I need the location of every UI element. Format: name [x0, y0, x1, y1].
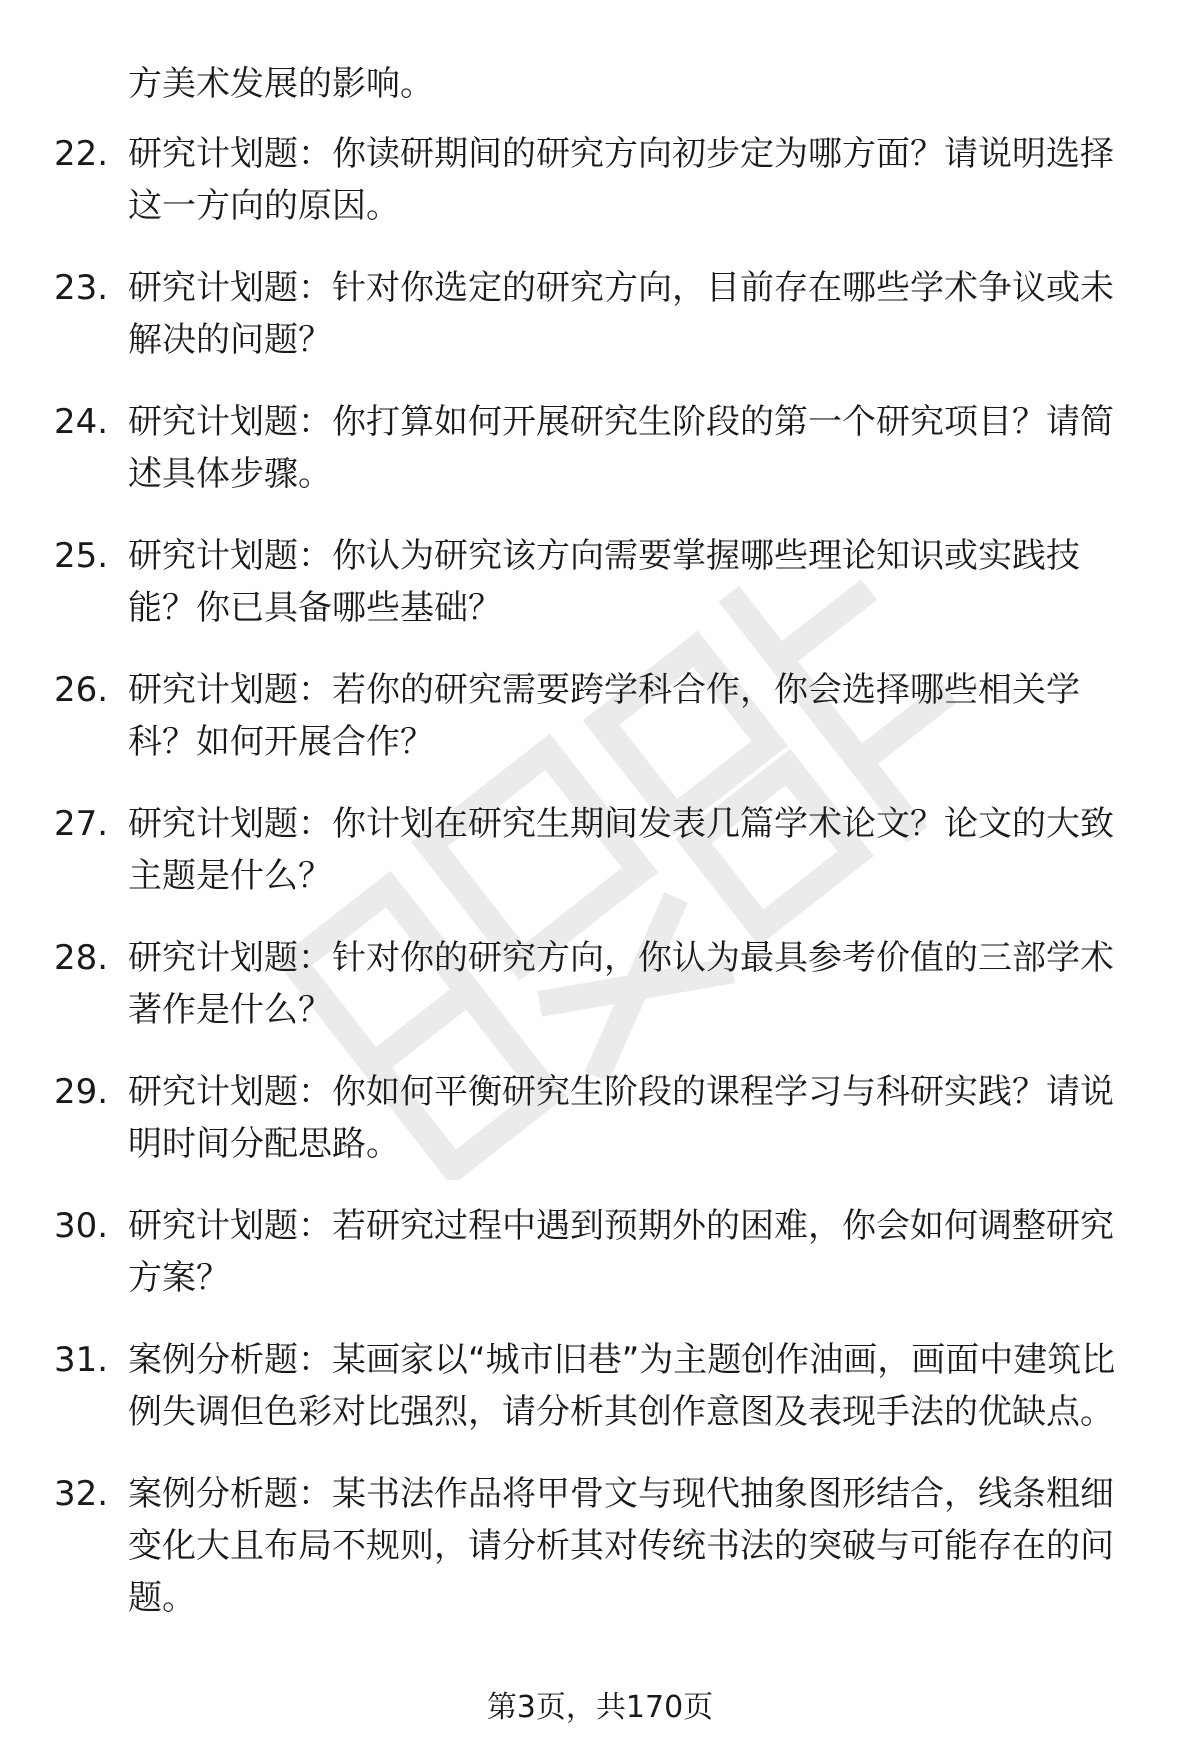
question-number: 27.: [54, 804, 109, 844]
question-item: [0, 664, 1200, 768]
question-number: 26.: [54, 670, 109, 710]
question-text: 研究计划题：你计划在研究生期间发表几篇学术论文？论文的大致主题是什么？: [128, 804, 1114, 896]
question-item: [0, 1066, 1200, 1170]
question-number: 32.: [54, 1474, 109, 1514]
question-item: [0, 1334, 1200, 1438]
question-item: [0, 798, 1200, 902]
question-text: 研究计划题：若你的研究需要跨学科合作，你会选择哪些相关学科？如何开展合作？: [128, 670, 1080, 762]
question-text: 案例分析题：某画家以“城市旧巷”为主题创作油画，画面中建筑比例失调但色彩对比强烈，请分析其创作意图及表现手法的优缺点。: [128, 1340, 1116, 1432]
question-number: 23.: [54, 268, 109, 308]
question-text: 研究计划题：你如何平衡研究生阶段的课程学习与科研实践？请说明时间分配思路。: [128, 1072, 1114, 1164]
question-number: 24.: [54, 402, 109, 442]
question-item: [0, 262, 1200, 366]
question-number: 31.: [54, 1340, 109, 1380]
question-number: 25.: [54, 536, 109, 576]
question-text: 研究计划题：你读研期间的研究方向初步定为哪方面？请说明选择这一方向的原因。: [128, 134, 1114, 226]
question-text: 研究计划题：你打算如何开展研究生阶段的第一个研究项目？请简述具体步骤。: [128, 402, 1114, 494]
page-footer: 第3页，共170页: [486, 1690, 714, 1725]
question-number: 28.: [54, 938, 109, 978]
question-text: 研究计划题：针对你选定的研究方向，目前存在哪些学术争议或未解决的问题？: [128, 268, 1114, 360]
question-item: [0, 128, 1200, 232]
question-number: 29.: [54, 1072, 109, 1112]
question-item: [0, 530, 1200, 634]
continued-question-text: 方美术发展的影响。: [128, 64, 434, 104]
question-item: [0, 932, 1200, 1036]
question-text: 案例分析题：某书法作品将甲骨文与现代抽象图形结合，线条粗细变化大且布局不规则，请分析其对传统书法的突破与可能存在的问题。: [128, 1474, 1114, 1618]
question-number: 22.: [54, 134, 109, 174]
question-text: 研究计划题：针对你的研究方向，你认为最具参考价值的三部学术著作是什么？: [128, 938, 1114, 1030]
question-item: [0, 396, 1200, 500]
question-text: 研究计划题：你认为研究该方向需要掌握哪些理论知识或实践技能？你已具备哪些基础？: [128, 536, 1080, 628]
question-item: [0, 1200, 1200, 1304]
question-number: 30.: [54, 1206, 109, 1246]
question-text: 研究计划题：若研究过程中遇到预期外的困难，你会如何调整研究方案？: [128, 1206, 1114, 1298]
question-list: [0, 128, 1200, 1654]
question-item: [0, 1468, 1200, 1624]
